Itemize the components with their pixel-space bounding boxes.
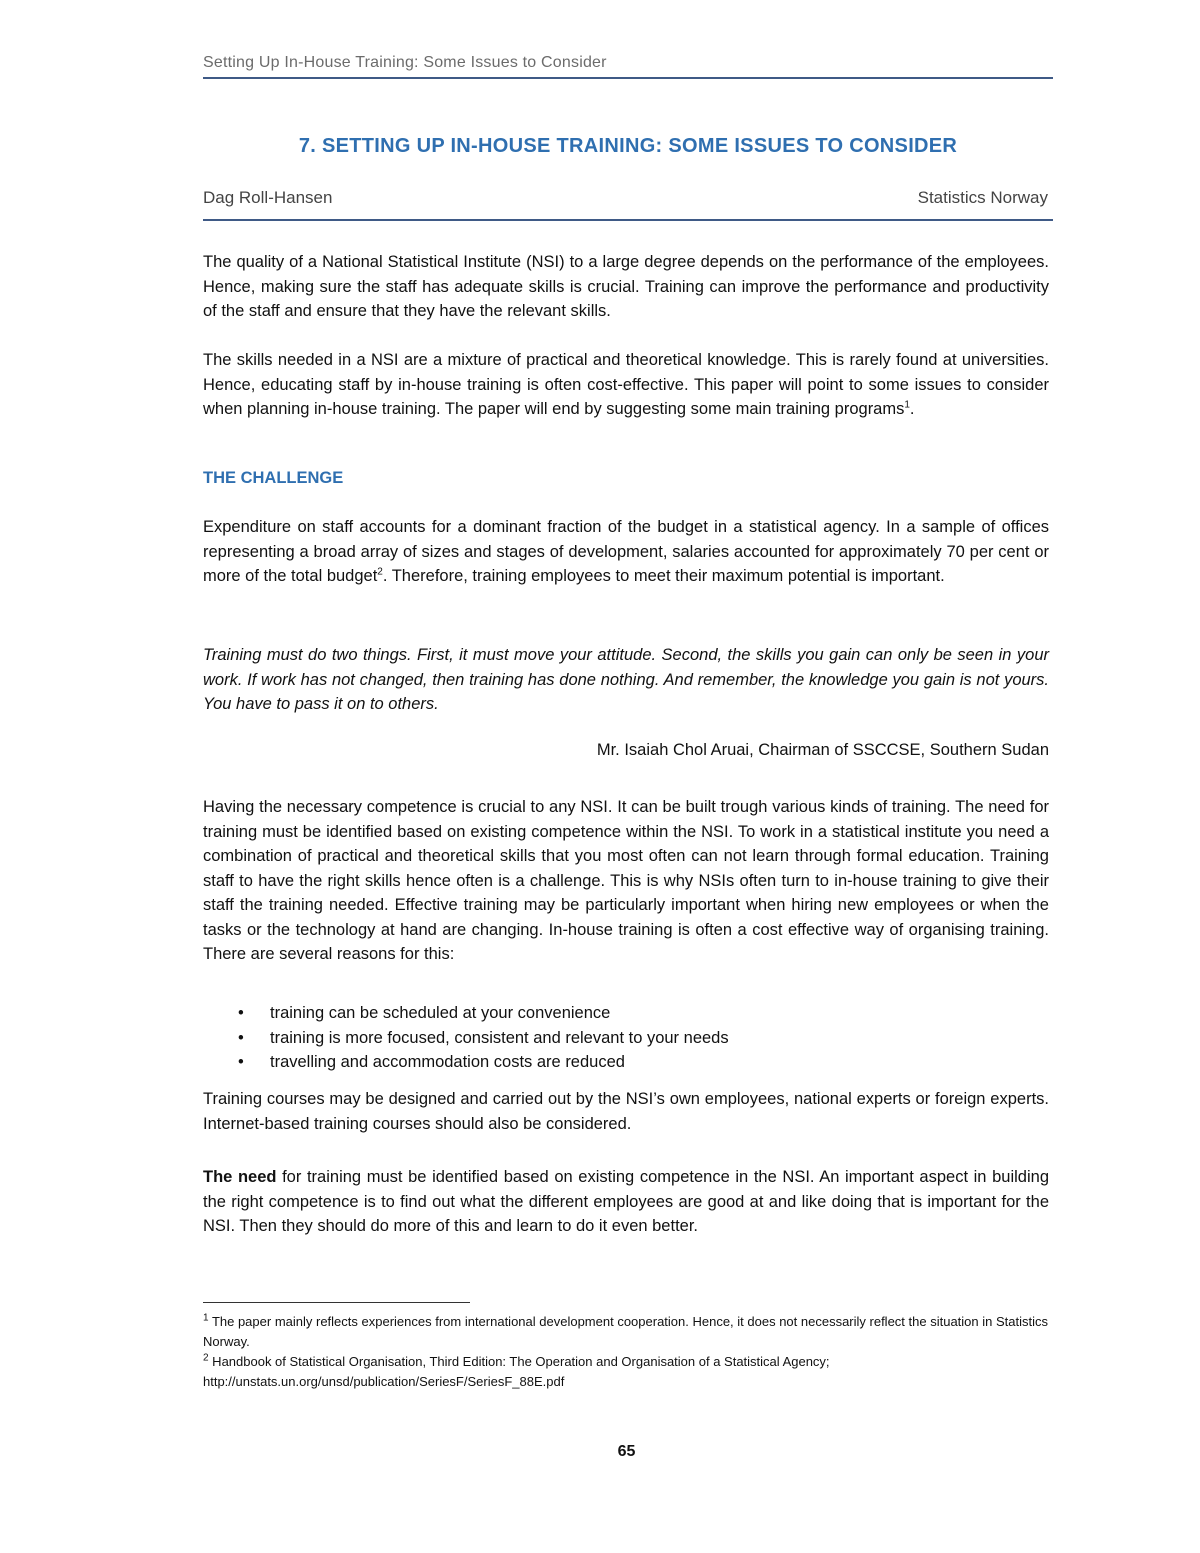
quote-text: Training must do two things. First, it must move your attitude. Second, the skills you gain can only be seen in your work. If work has not changed, then training has done nothing. And remember, the knowledge you gain is not yours. You have to pass it on to others. (203, 646, 1049, 713)
intro-paragraph-2 (203, 348, 1049, 422)
footnote-ref-2[interactable]: 2 (377, 566, 383, 578)
paragraph-lead: The need (203, 1168, 277, 1186)
bullet-icon: • (238, 1004, 244, 1022)
footnote-text: Handbook of Statistical Organisation, Third Edition: The Operation and Organisation of a Statistical Agency; (208, 1354, 830, 1369)
author-row (203, 188, 1048, 208)
list-item-text: travelling and accommodation costs are reduced (270, 1053, 625, 1071)
footnote-ref-1[interactable]: 1 (904, 399, 910, 411)
challenge-paragraph-1-text: Expenditure on staff accounts for a dominant fraction of the budget in a statistical agency. In a sample of offices representing a broad array of sizes and stages of development, salaries accounted for approximately 70 per cent or more of the total budget (203, 518, 1049, 585)
intro-paragraph-2-end: . (909, 400, 915, 418)
list-item-text: training is more focused, consistent and relevant to your needs (270, 1028, 729, 1047)
challenge-paragraph-3: Training courses may be designed and carried out by the NSI’s own employees, national experts or foreign experts. Internet-based training courses should also be considered. (203, 1090, 1049, 1133)
author-affiliation: Statistics Norway (917, 188, 1048, 207)
challenge-paragraph-4-text: for training must be identified based on existing competence in the NSI. An important aspect in building the right competence is to find out what the different employees are good at and like doing that is important for the NSI. Then they should do more of this and learn to do it even better. (203, 1168, 1049, 1235)
footnote-rule (203, 1302, 470, 1303)
footnote-mark: 1 (203, 1312, 209, 1324)
footnote-1 (203, 1312, 1049, 1352)
footnote-2 (203, 1352, 1049, 1372)
page-number: 65 (617, 1443, 636, 1460)
challenge-paragraph-4 (203, 1165, 1049, 1239)
list-item (203, 1001, 1049, 1026)
footnotes (203, 1312, 1049, 1392)
footnote-2-url[interactable]: http://unstats.un.org/unsd/publication/SeriesF/SeriesF_88E.pdf (203, 1374, 565, 1389)
footnote-text: The paper mainly reflects experiences from international development cooperation. Hence, it does not necessarily reflect the situation in Statistics Norway. (203, 1314, 1048, 1349)
intro-paragraph-1: The quality of a National Statistical Institute (NSI) to a large degree depends on the performance of the employees. Hence, making sure the staff has adequate skills is crucial. Training can improve the performance and productivity of the staff and ensure that they have the relevant skills. (203, 253, 1049, 320)
author-name: Dag Roll-Hansen (203, 188, 333, 207)
quote-attribution: Mr. Isaiah Chol Aruai, Chairman of SSCCSE, Southern Sudan (596, 741, 1049, 759)
running-header: Setting Up In-House Training: Some Issues to Consider (203, 54, 607, 71)
author-rule (203, 219, 1053, 221)
chapter-title: 7. SETTING UP IN-HOUSE TRAINING: SOME ISSUES TO CONSIDER (298, 135, 958, 157)
intro-paragraph-2-text: The skills needed in a NSI are a mixture of practical and theoretical knowledge. This is rarely found at universities. Hence, educating staff by in-house training is often cost-effective. This paper will point to some issues to consider when planning in-house training. The paper will end by suggesting some main training programs (203, 351, 1049, 418)
bullet-icon: • (238, 1053, 244, 1071)
challenge-paragraph-1 (203, 515, 1049, 589)
bullet-icon: • (238, 1028, 244, 1047)
list-item-text: training can be scheduled at your convenience (270, 1004, 611, 1022)
list-item (203, 1050, 1049, 1075)
reasons-list (203, 1001, 1049, 1075)
list-item (203, 1026, 1049, 1051)
footnote-mark: 2 (203, 1352, 209, 1364)
challenge-paragraph-2: Having the necessary competence is crucial to any NSI. It can be built trough various kinds of training. The need for training must be identified based on existing competence within the NSI. To work in a statistical institute you need a combination of practical and theoretical skills that you most often can not learn through formal education. Training staff to have the right skills hence often is a challenge. This is why NSIs often turn to in-house training to give their staff the training needed. Effective training may be particularly important when hiring new employees or when the tasks or the technology at hand are changing. In-house training is often a cost effective way of organising training. There are several reasons for this: (203, 798, 1049, 963)
challenge-paragraph-1-end: . Therefore, training employees to meet their maximum potential is important. (382, 567, 945, 585)
header-rule (203, 77, 1053, 79)
section-heading-challenge: THE CHALLENGE (203, 469, 344, 487)
